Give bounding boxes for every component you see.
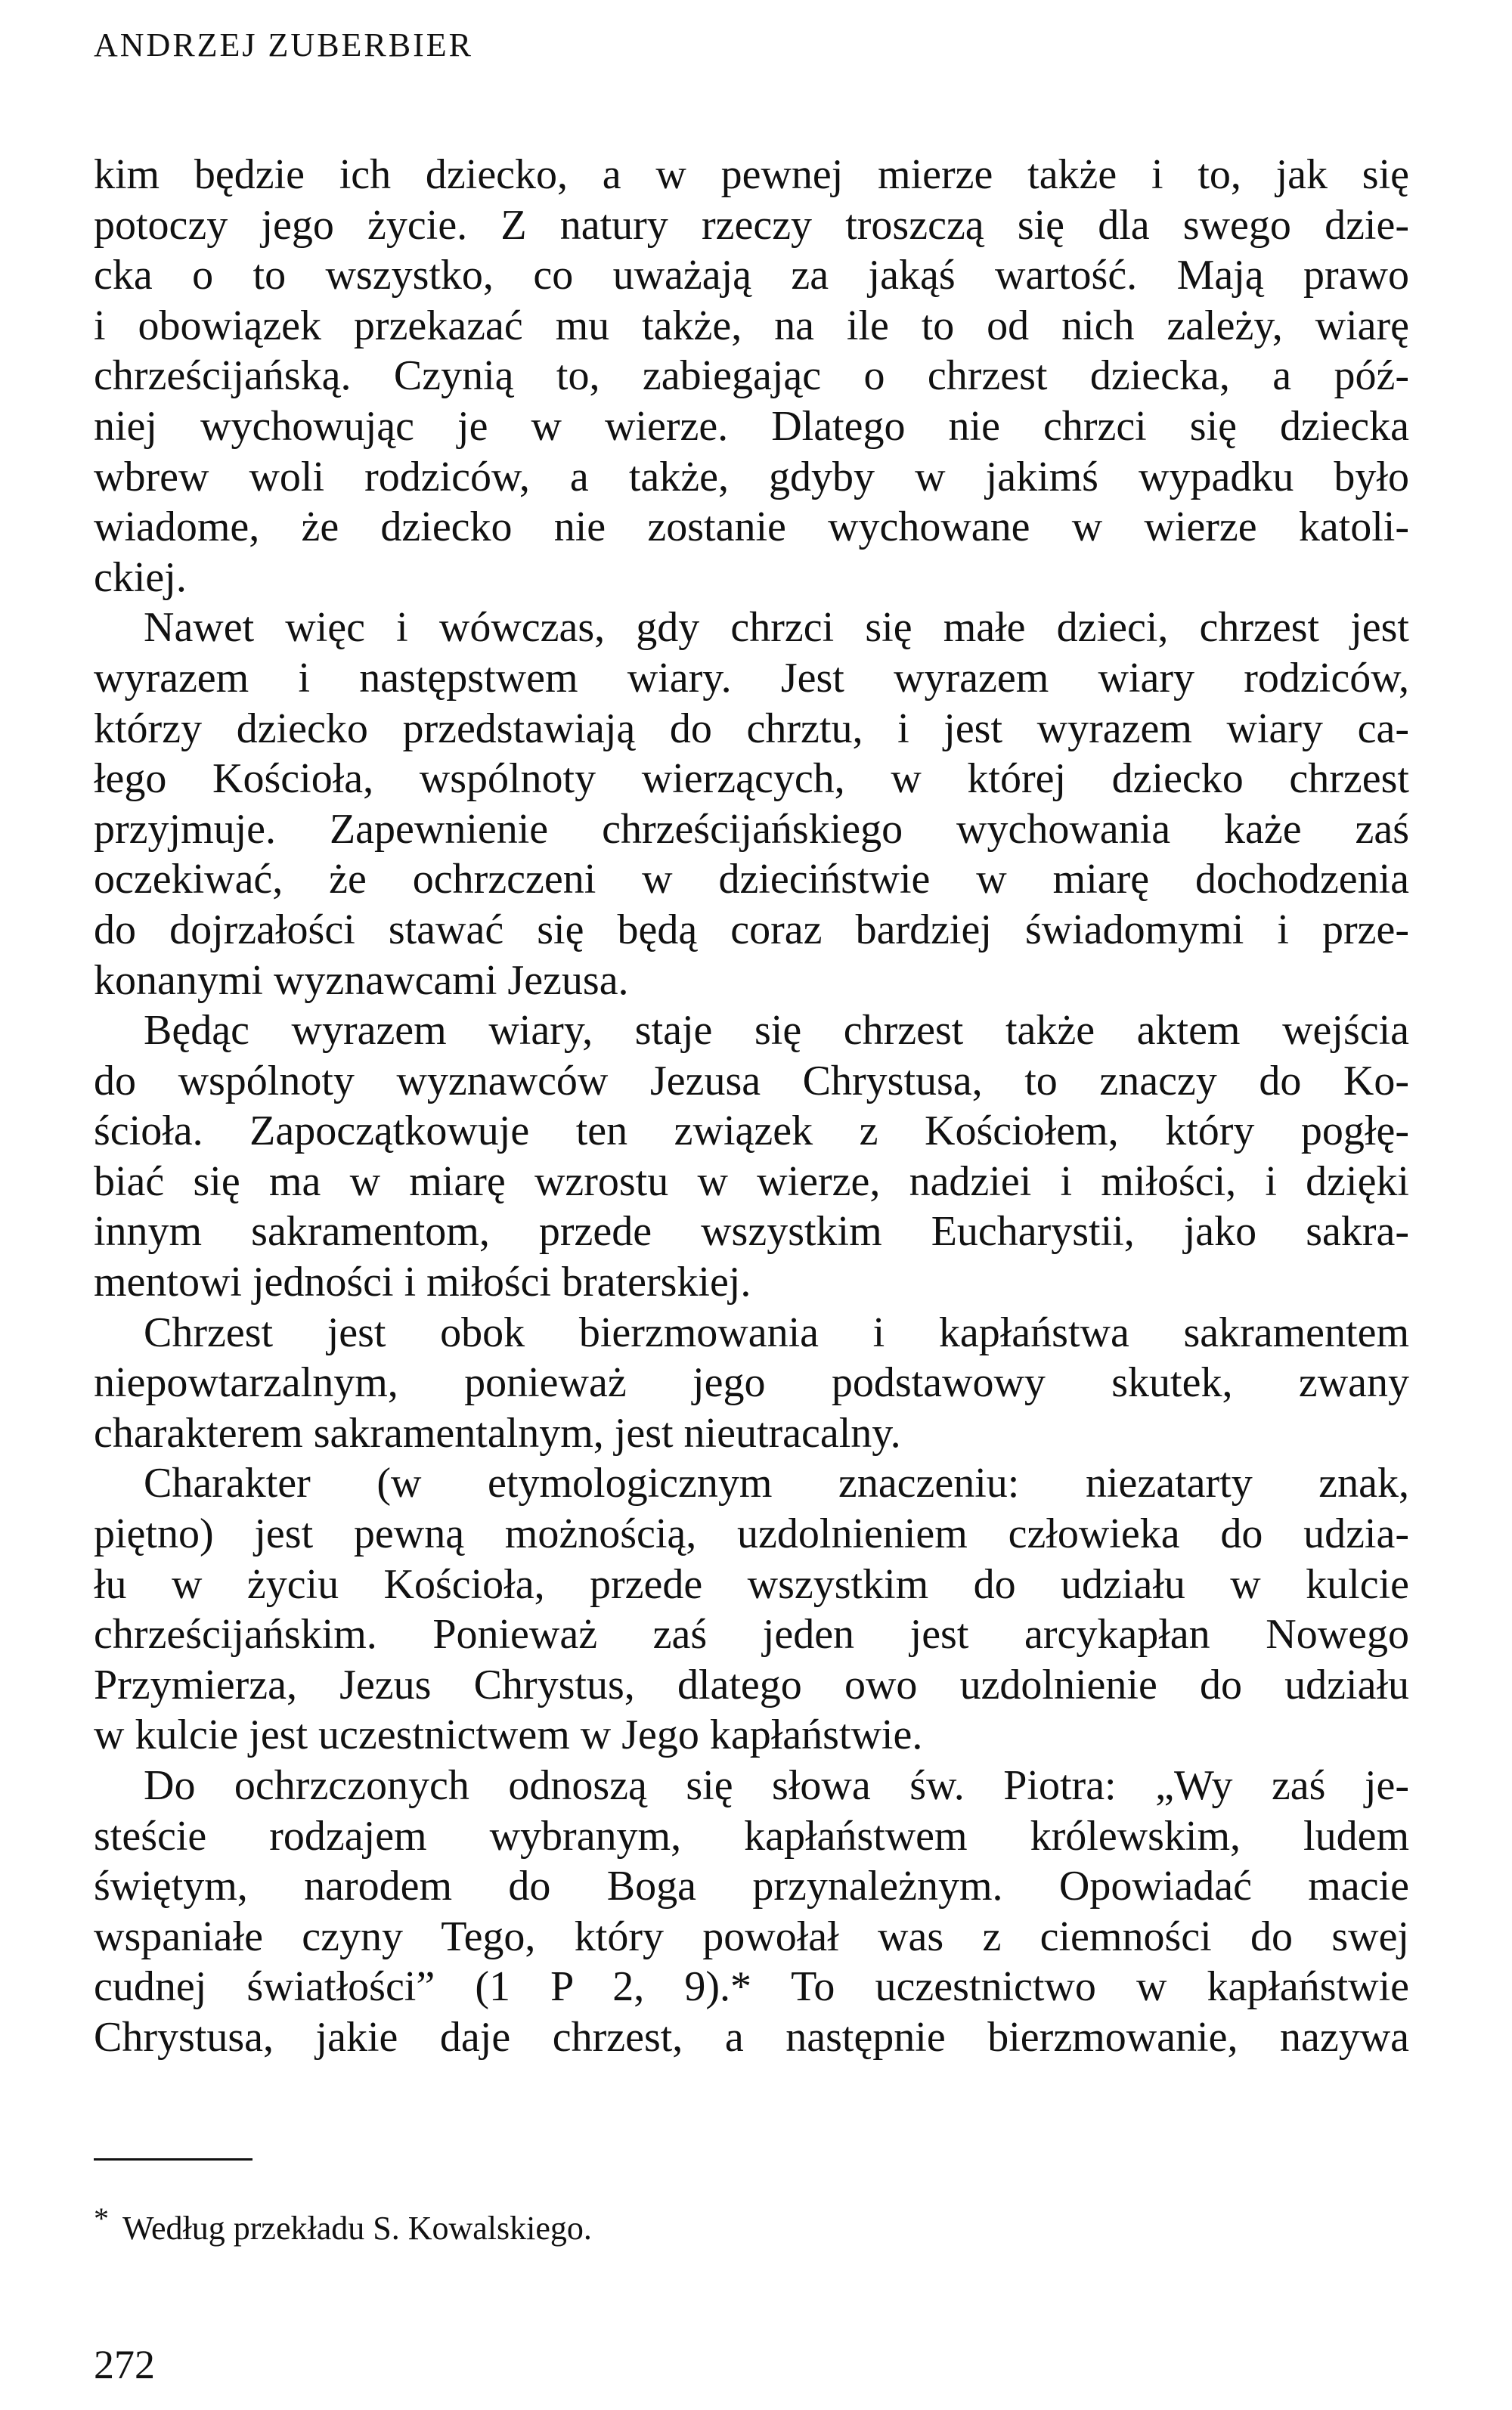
text-line: świętym, narodem do Boga przynależnym. Opowiadać macie <box>94 1863 1409 1910</box>
text-line: i obowiązek przekazać mu także, na ile to od nich zależy, wiarę <box>94 302 1409 349</box>
text-line: ścioła. Zapoczątkowuje ten związek z Kościołem, który pogłę- <box>94 1107 1409 1155</box>
footnote-divider <box>94 2158 253 2161</box>
text-line: Będąc wyrazem wiary, staje się chrzest także aktem wejścia <box>144 1007 1409 1055</box>
body-text <box>94 150 1409 2063</box>
text-line: chrześcijańską. Czynią to, zabiegając o chrzest dziecka, a póź- <box>94 352 1409 400</box>
text-line: do dojrzałości stawać się będą coraz bardziej świadomymi i prze- <box>94 906 1409 953</box>
text-line: biać się ma w miarę wzrostu w wierze, nadziei i miłości, i dzięki <box>94 1157 1409 1205</box>
text-line: niepowtarzalnym, ponieważ jego podstawowy skutek, zwany <box>94 1359 1409 1407</box>
text-line: wspaniałe czyny Tego, który powołał was z ciemności do swej <box>94 1913 1409 1960</box>
text-line: potoczy jego życie. Z natury rzeczy troszczą się dla swego dzie- <box>94 201 1409 249</box>
text-line: konanymi wyznawcami Jezusa. <box>94 956 629 1004</box>
text-line: Do ochrzczonych odnoszą się słowa św. Piotra: „Wy zaś je- <box>144 1762 1409 1809</box>
text-line: wyrazem i następstwem wiary. Jest wyrazem wiary rodziców, <box>94 654 1409 702</box>
text-line: do wspólnoty wyznawców Jezusa Chrystusa, to znaczy do Ko- <box>94 1057 1409 1104</box>
text-line: łego Kościoła, wspólnoty wierzących, w której dziecko chrzest <box>94 755 1409 803</box>
footnote <box>94 2196 592 2251</box>
text-line: oczekiwać, że ochrzczeni w dzieciństwie w miarę dochodzenia <box>94 856 1409 903</box>
running-head: ANDRZEJ ZUBERBIER <box>94 26 473 64</box>
text-line: łu w życiu Kościoła, przede wszystkim do udziału w kulcie <box>94 1560 1409 1608</box>
text-line: kim będzie ich dziecko, a w pewnej mierze także i to, jak się <box>94 151 1409 198</box>
text-line: charakterem sakramentalnym, jest nieutracalny. <box>94 1409 901 1457</box>
footnote-text: Według przekładu S. Kowalskiego. <box>122 2210 592 2247</box>
text-line: piętno) jest pewną możnością, uzdolnieniem człowieka do udzia- <box>94 1510 1409 1558</box>
text-line: przyjmuje. Zapewnienie chrześcijańskiego wychowania każe zaś <box>94 805 1409 853</box>
text-line: Przymierza, Jezus Chrystus, dlatego owo uzdolnienie do udziału <box>94 1661 1409 1708</box>
text-line: wbrew woli rodziców, a także, gdyby w jakimś wypadku było <box>94 453 1409 500</box>
text-line: mentowi jedności i miłości braterskiej. <box>94 1259 751 1306</box>
text-line: cudnej światłości” (1 P 2, 9).* To uczestnictwo w kapłaństwie <box>94 1963 1409 2011</box>
page-number: 272 <box>94 2342 155 2387</box>
text-line: którzy dziecko przedstawiają do chrztu, i jest wyrazem wiary ca- <box>94 705 1409 752</box>
text-line: Chrzest jest obok bierzmowania i kapłaństwa sakramentem <box>144 1309 1409 1356</box>
text-line: chrześcijańskim. Ponieważ zaś jeden jest arcykapłan Nowego <box>94 1611 1409 1659</box>
text-line: niej wychowując je w wierze. Dlatego nie chrzci się dziecka <box>94 402 1409 450</box>
text-line: Nawet więc i wówczas, gdy chrzci się małe dzieci, chrzest jest <box>144 604 1409 652</box>
text-line: steście rodzajem wybranym, kapłaństwem królewskim, ludem <box>94 1812 1409 1860</box>
footnote-marker: * <box>94 2201 109 2235</box>
text-line: w kulcie jest uczestnictwem w Jego kapłaństwie. <box>94 1711 923 1759</box>
text-line: Charakter (w etymologicznym znaczeniu: niezatarty znak, <box>144 1460 1409 1507</box>
text-line: Chrystusa, jakie daje chrzest, a następnie bierzmowanie, nazywa <box>94 2013 1409 2061</box>
text-line: wiadome, że dziecko nie zostanie wychowane w wierze katoli- <box>94 503 1409 551</box>
text-line: ckiej. <box>94 553 187 601</box>
text-line: cka o to wszystko, co uważają za jakąś wartość. Mają prawo <box>94 252 1409 299</box>
text-line: innym sakramentom, przede wszystkim Eucharystii, jako sakra- <box>94 1208 1409 1256</box>
